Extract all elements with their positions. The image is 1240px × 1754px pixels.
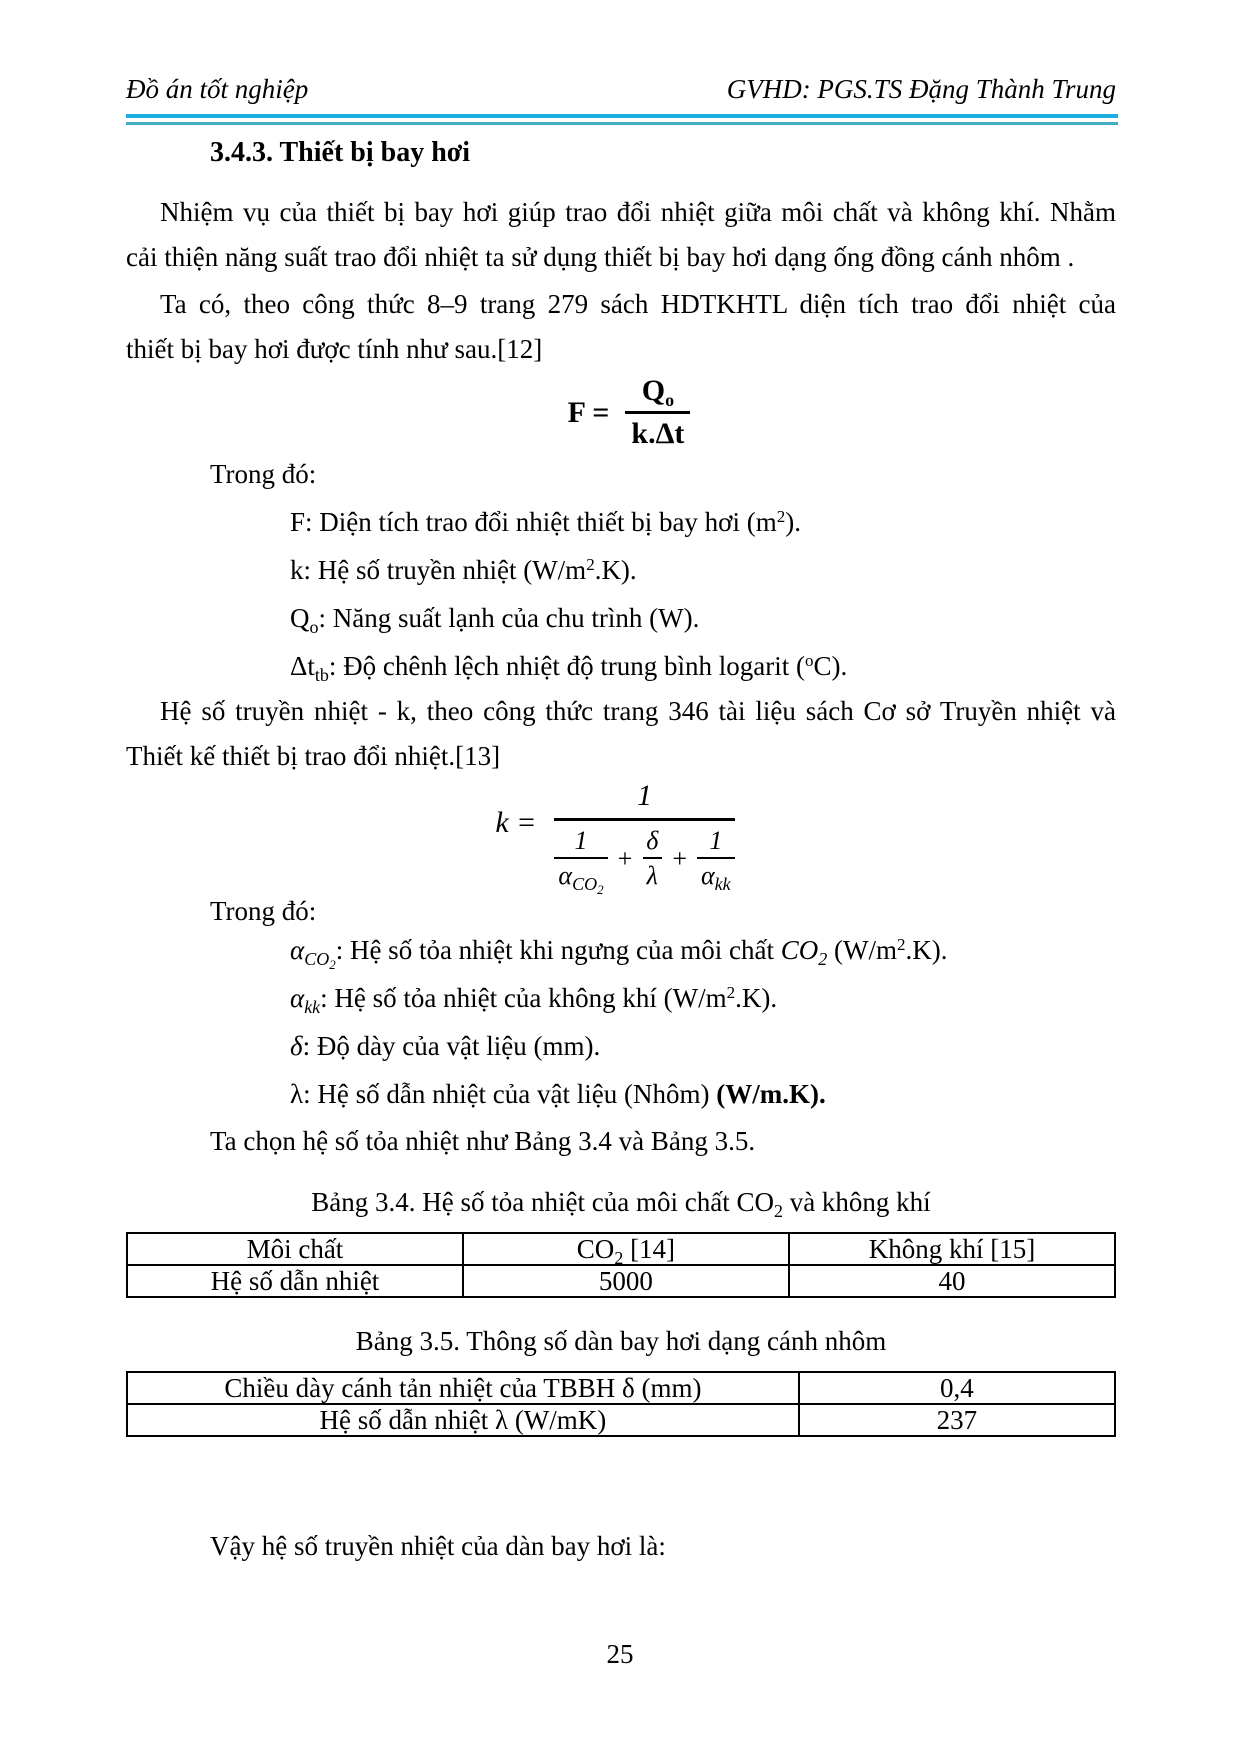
plus-sign: + (617, 844, 633, 873)
def-item-alpha-kk: $\alpha_{kk}$: Hệ số tỏa nhiệt của không khí $(W/m^2.K)$. (290, 983, 778, 1017)
formula-k-numerator: 1 (637, 779, 653, 812)
table-3-5-caption: Bảng 3.5. Thông số dàn bay hơi dạng cánh nhôm (355, 1326, 887, 1356)
def-item-f: F: Diện tích trao đổi nhiệt thiết bị bay hơi $(m^2)$. (290, 507, 801, 537)
formula-k-transfer-coefficient (120, 778, 1110, 897)
final-statement-line: Vậy hệ số truyền nhiệt của dàn bay hơi là: (210, 1531, 666, 1561)
table-row (127, 1404, 1115, 1436)
def-item-qo: $Q_o$: Năng suất lạnh của chu trình (W). (290, 603, 700, 637)
plus-sign: + (672, 844, 688, 873)
def-item-delta-t: $\Delta t_{tb}$: Độ chênh lệch nhiệt độ trung bình logarit ($^o$C). (290, 651, 848, 685)
paragraph-1-line-1: Nhiệm vụ của thiết bị bay hơi giúp trao đổi nhiệt giữa môi chất và không khí. Nhằm (160, 197, 1116, 227)
choose-coefficients-line: Ta chọn hệ số tỏa nhiệt như Bảng 3.4 và Bảng 3.5. (210, 1126, 756, 1156)
formula-f-denominator: k.Δt (625, 411, 690, 451)
table-3-5-row1-label: Chiều dày cánh tản nhiệt của TBBH δ (mm) (127, 1372, 799, 1404)
table-3-5-row2-value: 237 (799, 1404, 1115, 1436)
table-3-4-cell-air-value: 40 (789, 1265, 1115, 1297)
definition-list-1 (126, 498, 1116, 690)
running-header (126, 74, 1116, 105)
definition-list-2 (126, 926, 1116, 1118)
fraction-delta-over-lambda: $\frac{\delta}{\lambda}$ (642, 827, 662, 891)
formula-k-denominator (554, 818, 734, 897)
section-heading: 3.4.3. Thiết bị bay hơi (210, 137, 471, 168)
table-3-4-caption: Bảng 3.4. Hệ số tỏa nhiệt của môi chất $CO_2$ và không khí (311, 1187, 931, 1221)
paragraph-1 (126, 190, 1116, 280)
table-3-5 (126, 1371, 1116, 1437)
table-row (127, 1372, 1115, 1404)
page-number: 25 (606, 1639, 634, 1669)
paragraph-3-line-1: Hệ số truyền nhiệt - k, theo công thức trang 346 tài liệu sách Cơ sở Truyền nhiệt và (160, 696, 1116, 726)
where-label-1: Trong đó: (210, 459, 317, 489)
formula-f-fraction (625, 374, 690, 451)
table-3-4-header-khong-khi: Không khí [15] (789, 1233, 1115, 1265)
table-3-5-row1-value: 0,4 (799, 1372, 1115, 1404)
table-3-4-header-moi-chat: Môi chất (127, 1233, 463, 1265)
formula-k-lhs: k = (495, 806, 537, 839)
paragraph-2-line-2: thiết bị bay hơi được tính như sau.[12] (126, 334, 543, 364)
paragraph-2 (126, 282, 1116, 372)
formula-k-fraction (554, 778, 734, 897)
header-right-text: GVHD: PGS.TS Đặng Thành Trung (726, 74, 1116, 104)
table-3-4 (126, 1232, 1116, 1298)
header-rule-bottom (126, 122, 1118, 125)
paragraph-1-line-2: cải thiện năng suất trao đổi nhiệt ta sử dụng thiết bị bay hơi dạng ống đồng cánh nhôm . (126, 242, 1075, 272)
fraction-1-over-alpha-co2: $\frac{1}{\alpha_{CO_2}}$ (554, 827, 607, 891)
table-row (127, 1265, 1115, 1297)
header-rule-top (126, 114, 1118, 118)
fraction-1-over-alpha-kk: $\frac{1}{\alpha_{kk}}$ (697, 827, 735, 891)
table-3-4-cell-co2-value: 5000 (463, 1265, 789, 1297)
table-3-4-cell-label: Hệ số dẫn nhiệt (127, 1265, 463, 1297)
def-item-k: k: Hệ số truyền nhiệt $(W/m^2.K)$. (290, 555, 637, 585)
table-3-4-header-co2: $CO_2$ [14] (463, 1233, 789, 1265)
formula-f-numerator: $Q_o$ (641, 374, 675, 410)
paragraph-3 (126, 689, 1116, 779)
header-left-text: Đồ án tốt nghiệp (126, 74, 309, 104)
def-item-lambda: λ: Hệ số dẫn nhiệt của vật liệu (Nhôm) (W/m.K). (290, 1079, 826, 1109)
def-item-delta: δ: Độ dày của vật liệu (mm). (290, 1031, 601, 1061)
where-label-2: Trong đó: (210, 896, 317, 926)
paragraph-3-line-2: Thiết kế thiết bị trao đổi nhiệt.[13] (126, 741, 501, 771)
def-item-alpha-co2: $\alpha_{CO_2}$: Hệ số tỏa nhiệt khi ngưng của môi chất $CO_2$ $(W/m^2.K)$. (290, 935, 948, 972)
paragraph-2-line-1: Ta có, theo công thức 8–9 trang 279 sách HDTKHTL diện tích trao đổi nhiệt của (160, 289, 1116, 319)
table-row (127, 1233, 1115, 1265)
formula-f-lhs: F = (567, 395, 610, 429)
formula-f-equals-qo-over-kdt (134, 374, 1124, 451)
table-3-5-row2-label: Hệ số dẫn nhiệt λ (W/mK) (127, 1404, 799, 1436)
